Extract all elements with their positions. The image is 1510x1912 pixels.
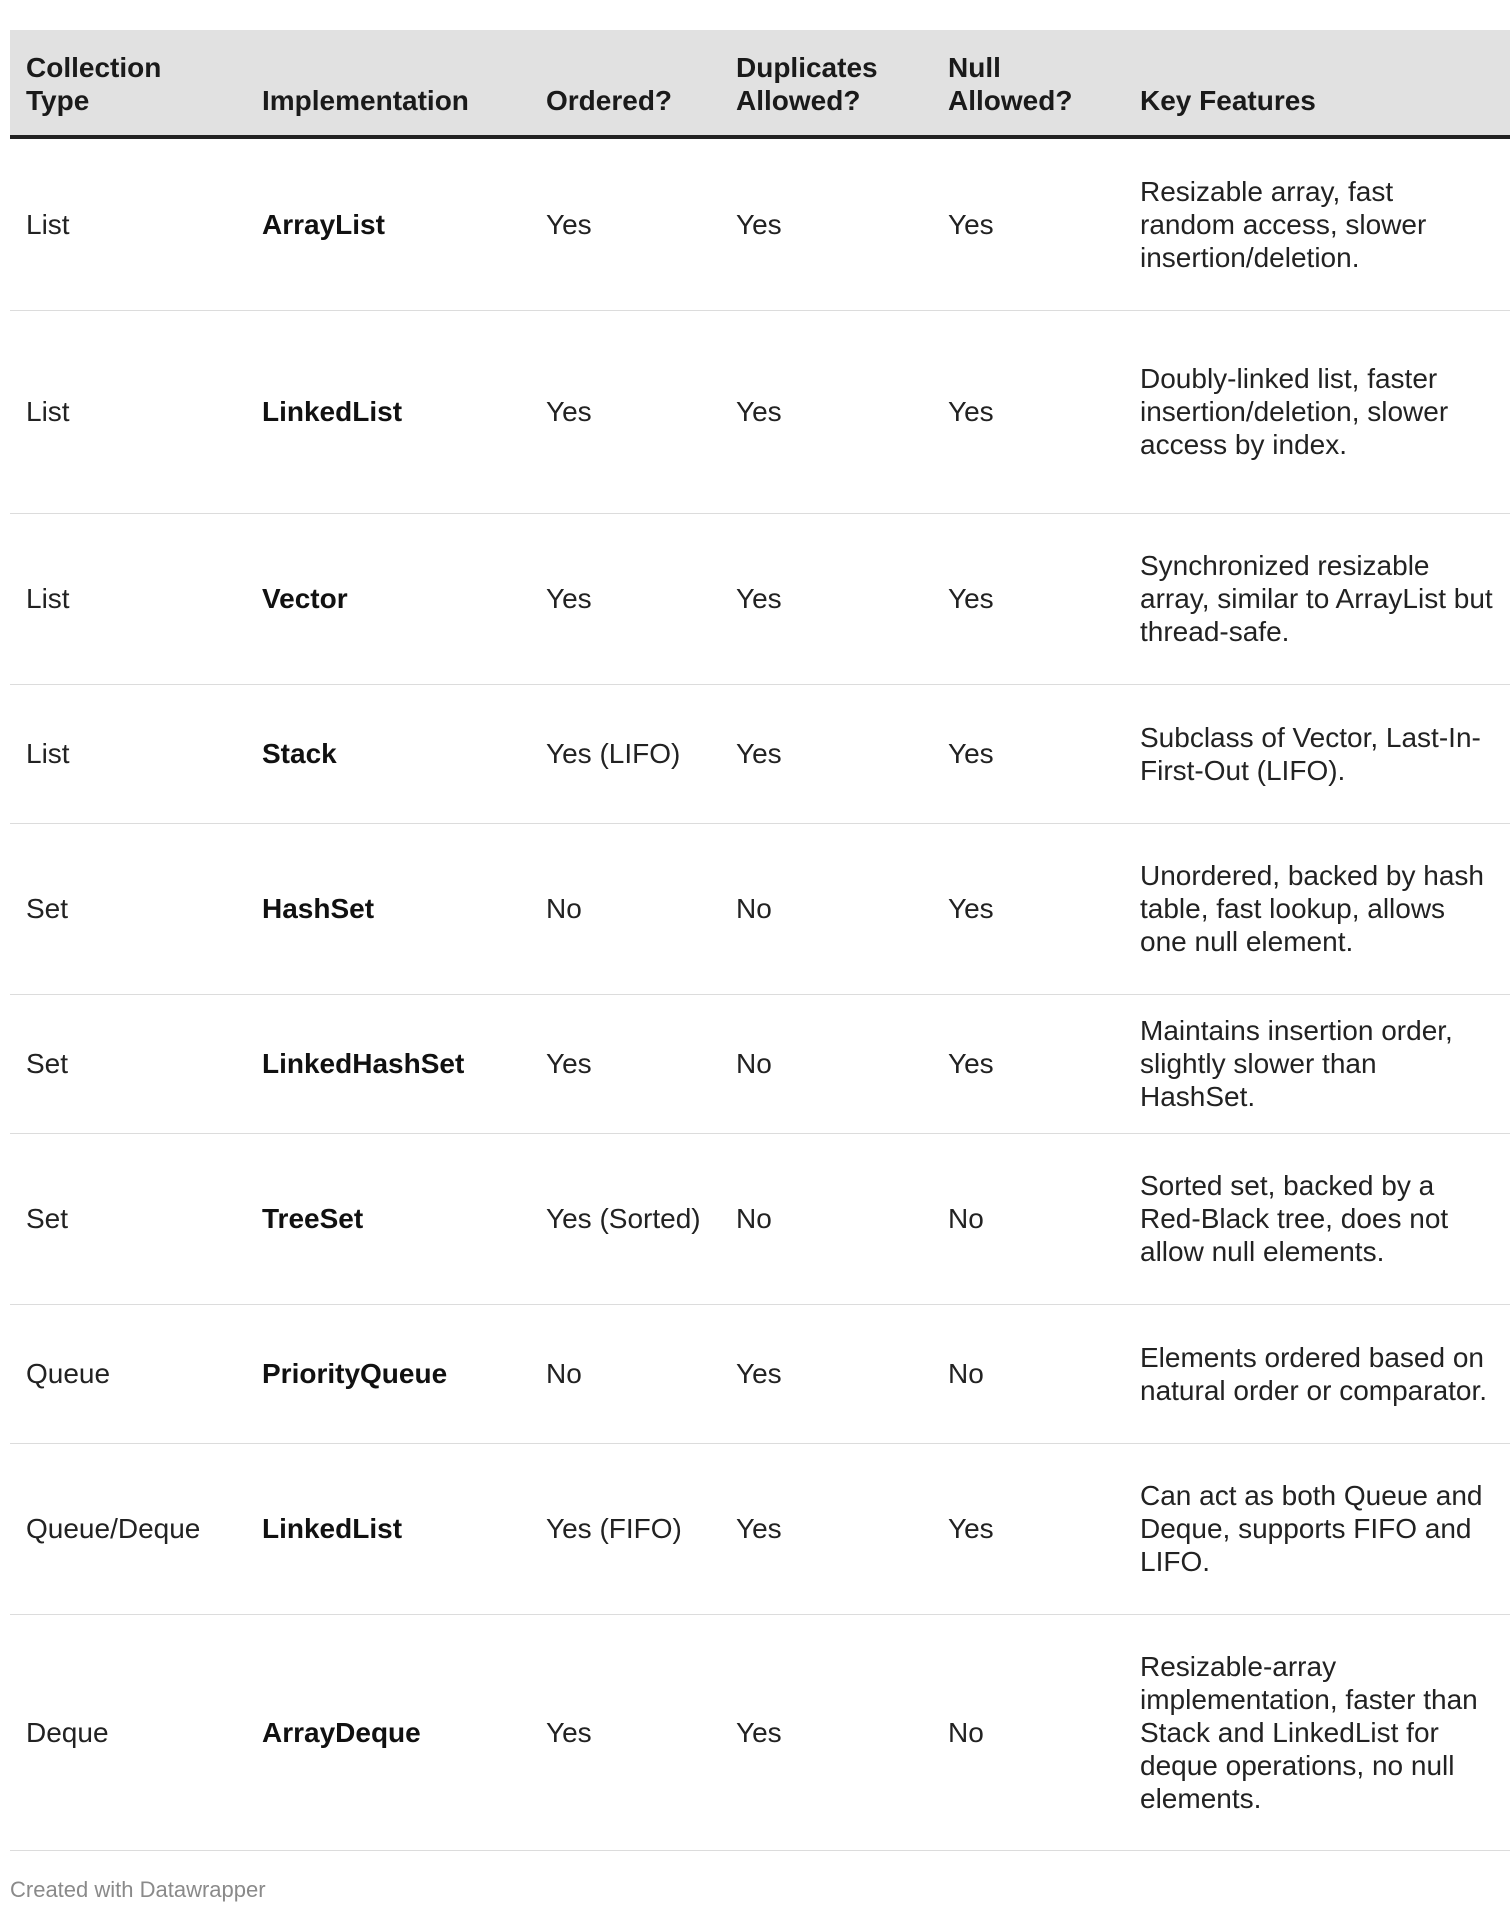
cell-ordered: Yes — [530, 137, 720, 310]
cell-ordered: No — [530, 1304, 720, 1443]
table-row — [10, 684, 1510, 823]
cell-collection-type: Deque — [10, 1614, 246, 1850]
cell-ordered: Yes (FIFO) — [530, 1443, 720, 1614]
cell-implementation: ArrayList — [246, 137, 530, 310]
cell-duplicates: No — [720, 994, 932, 1133]
cell-key-features: Sorted set, backed by a Red-Black tree, does not allow null elements. — [1124, 1133, 1510, 1304]
cell-duplicates: Yes — [720, 684, 932, 823]
table-row — [10, 1133, 1510, 1304]
header-null-allowed[interactable]: Null Allowed? — [932, 30, 1124, 137]
table-row — [10, 513, 1510, 684]
cell-collection-type: Queue/Deque — [10, 1443, 246, 1614]
cell-key-features: Synchronized resizable array, similar to ArrayList but thread-safe. — [1124, 513, 1510, 684]
cell-implementation: TreeSet — [246, 1133, 530, 1304]
cell-ordered: Yes — [530, 513, 720, 684]
header-implementation[interactable]: Implementation — [246, 30, 530, 137]
cell-collection-type: List — [10, 137, 246, 310]
cell-collection-type: List — [10, 513, 246, 684]
cell-duplicates: No — [720, 823, 932, 994]
cell-nulls: Yes — [932, 684, 1124, 823]
table-row — [10, 994, 1510, 1133]
cell-nulls: No — [932, 1614, 1124, 1850]
cell-ordered: Yes — [530, 994, 720, 1133]
cell-key-features: Doubly-linked list, faster insertion/deletion, slower access by index. — [1124, 310, 1510, 513]
table-row — [10, 823, 1510, 994]
cell-nulls: No — [932, 1133, 1124, 1304]
credit-footer[interactable]: Created with Datawrapper — [10, 1877, 266, 1902]
cell-collection-type: List — [10, 684, 246, 823]
cell-duplicates: Yes — [720, 1614, 932, 1850]
cell-ordered: No — [530, 823, 720, 994]
cell-key-features: Maintains insertion order, slightly slower than HashSet. — [1124, 994, 1510, 1133]
table-row — [10, 310, 1510, 513]
cell-nulls: Yes — [932, 513, 1124, 684]
cell-collection-type: Set — [10, 994, 246, 1133]
table-header — [10, 30, 1510, 137]
cell-nulls: No — [932, 1304, 1124, 1443]
cell-duplicates: Yes — [720, 310, 932, 513]
cell-duplicates: No — [720, 1133, 932, 1304]
cell-ordered: Yes — [530, 310, 720, 513]
header-collection-type[interactable]: Collection Type — [10, 30, 246, 137]
cell-implementation: PriorityQueue — [246, 1304, 530, 1443]
cell-implementation: Vector — [246, 513, 530, 684]
cell-collection-type: Set — [10, 823, 246, 994]
header-key-features[interactable]: Key Features — [1124, 30, 1510, 137]
cell-nulls: Yes — [932, 994, 1124, 1133]
cell-collection-type: List — [10, 310, 246, 513]
cell-implementation: ArrayDeque — [246, 1614, 530, 1850]
header-row — [10, 30, 1510, 137]
cell-key-features: Resizable-array implementation, faster than Stack and LinkedList for deque operations, no null elements. — [1124, 1614, 1510, 1850]
cell-key-features: Can act as both Queue and Deque, supports FIFO and LIFO. — [1124, 1443, 1510, 1614]
cell-key-features: Elements ordered based on natural order or comparator. — [1124, 1304, 1510, 1443]
table-row — [10, 137, 1510, 310]
header-ordered[interactable]: Ordered? — [530, 30, 720, 137]
collections-table — [10, 30, 1510, 1851]
cell-implementation: Stack — [246, 684, 530, 823]
cell-duplicates: Yes — [720, 137, 932, 310]
cell-duplicates: Yes — [720, 1443, 932, 1614]
header-duplicates-allowed[interactable]: Duplicates Allowed? — [720, 30, 932, 137]
cell-nulls: Yes — [932, 823, 1124, 994]
cell-collection-type: Set — [10, 1133, 246, 1304]
table-body — [10, 137, 1510, 1850]
cell-implementation: LinkedList — [246, 310, 530, 513]
cell-collection-type: Queue — [10, 1304, 246, 1443]
cell-duplicates: Yes — [720, 513, 932, 684]
cell-ordered: Yes (LIFO) — [530, 684, 720, 823]
table-viewport — [10, 30, 1493, 1860]
cell-implementation: HashSet — [246, 823, 530, 994]
table-row — [10, 1304, 1510, 1443]
cell-key-features: Resizable array, fast random access, slower insertion/deletion. — [1124, 137, 1510, 310]
table-row — [10, 1614, 1510, 1850]
cell-nulls: Yes — [932, 137, 1124, 310]
cell-implementation: LinkedHashSet — [246, 994, 530, 1133]
table-row — [10, 1443, 1510, 1614]
cell-nulls: Yes — [932, 310, 1124, 513]
cell-key-features: Subclass of Vector, Last-In-First-Out (LIFO). — [1124, 684, 1510, 823]
cell-nulls: Yes — [932, 1443, 1124, 1614]
cell-implementation: LinkedList — [246, 1443, 530, 1614]
cell-ordered: Yes — [530, 1614, 720, 1850]
cell-key-features: Unordered, backed by hash table, fast lookup, allows one null element. — [1124, 823, 1510, 994]
cell-ordered: Yes (Sorted) — [530, 1133, 720, 1304]
cell-duplicates: Yes — [720, 1304, 932, 1443]
